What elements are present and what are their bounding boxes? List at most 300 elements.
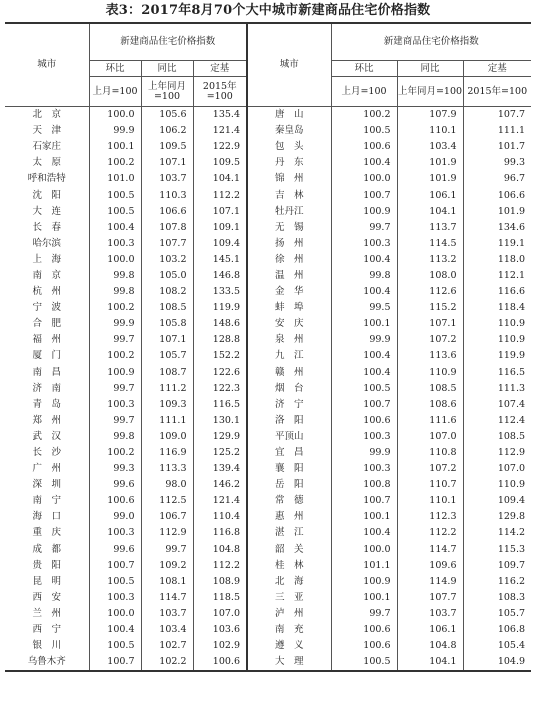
cell-tb-left: 103.7 <box>141 171 193 187</box>
table-row <box>5 316 531 332</box>
city-header-right: 城市 <box>247 23 331 107</box>
table-row <box>5 220 531 236</box>
cell-dj-right: 101.7 <box>497 141 526 153</box>
cell-tb-left: 102.7 <box>141 638 193 654</box>
cell-hb-left: 100.7 <box>89 558 141 574</box>
cell-dj-left: 129.9 <box>193 429 247 445</box>
cell-dj-left: 122.9 <box>193 139 247 155</box>
cell-hb-left: 101.0 <box>89 171 141 187</box>
cell-city-left: 南 京 <box>5 268 89 284</box>
cell-dj-left: 146.2 <box>193 477 247 493</box>
cell-tb-right: 107.2 <box>397 332 463 348</box>
cell-city-right: 襄 阳 <box>247 461 331 477</box>
cell-tb-right: 112.3 <box>397 509 463 525</box>
cell-dj-left: 108.9 <box>193 574 247 590</box>
cell-city-right: 济 宁 <box>247 397 331 413</box>
cell-city-right: 赣 州 <box>247 365 331 381</box>
cell-hb-left: 99.8 <box>89 429 141 445</box>
table-row <box>5 493 531 509</box>
cell-dj-right: 112.1 <box>497 269 526 281</box>
cell-dj-left: 109.5 <box>193 155 247 171</box>
cell-city-right: 湛 江 <box>247 525 331 541</box>
cell-city-left: 郑 州 <box>5 413 89 429</box>
cell-dj-right: 114.2 <box>497 527 526 539</box>
cell-dj-right: 134.6 <box>497 221 526 233</box>
cell-tb-left: 106.7 <box>141 509 193 525</box>
cell-dj-right: 116.2 <box>497 575 526 587</box>
cell-city-right: 烟 台 <box>247 381 331 397</box>
cell-tb-right: 110.8 <box>397 445 463 461</box>
cell-dj-right: 105.4 <box>497 640 526 652</box>
cell-dj-left: 122.6 <box>193 365 247 381</box>
cell-hb-right: 99.5 <box>331 300 397 316</box>
cell-city-right: 锦 州 <box>247 171 331 187</box>
cell-hb-right: 100.6 <box>331 413 397 429</box>
cell-city-left: 长 春 <box>5 220 89 236</box>
cell-city-left: 福 州 <box>5 332 89 348</box>
table-row <box>5 348 531 364</box>
cell-tb-right: 114.9 <box>397 574 463 590</box>
cell-hb-left: 99.9 <box>89 123 141 139</box>
cell-dj-right: 107.7 <box>497 109 526 121</box>
cell-dj-right: 118.4 <box>497 302 526 314</box>
cell-hb-right: 100.1 <box>331 590 397 606</box>
cell-city-right: 安 庆 <box>247 316 331 332</box>
cell-dj-right: 119.1 <box>497 237 526 249</box>
cell-hb-left: 99.6 <box>89 542 141 558</box>
cell-dj-left: 112.2 <box>193 558 247 574</box>
cell-city-right: 遵 义 <box>247 638 331 654</box>
cell-city-right: 常 德 <box>247 493 331 509</box>
cell-city-left: 天 津 <box>5 123 89 139</box>
cell-hb-left: 100.5 <box>89 187 141 203</box>
group-header-left: 新建商品住宅价格指数 <box>89 23 247 61</box>
table-row <box>5 365 531 381</box>
cell-tb-left: 106.6 <box>141 204 193 220</box>
cell-dj-right: 108.3 <box>497 591 526 603</box>
cell-tb-right: 115.2 <box>397 300 463 316</box>
table-row <box>5 525 531 541</box>
cell-city-right: 洛 阳 <box>247 413 331 429</box>
cell-tb-left: 98.0 <box>141 477 193 493</box>
cell-hb-right: 100.4 <box>331 525 397 541</box>
cell-city-right: 三 亚 <box>247 590 331 606</box>
cell-tb-left: 116.9 <box>141 445 193 461</box>
cell-hb-right: 100.2 <box>331 107 397 124</box>
cell-tb-right: 110.7 <box>397 477 463 493</box>
table-row <box>5 123 531 139</box>
table-row <box>5 542 531 558</box>
base-dj-right: 2015年=100 <box>463 77 531 107</box>
cell-tb-left: 107.7 <box>141 236 193 252</box>
cell-city-left: 贵 阳 <box>5 558 89 574</box>
cell-tb-right: 106.1 <box>397 187 463 203</box>
col-hb-left: 环比 <box>89 61 141 77</box>
cell-tb-left: 107.1 <box>141 332 193 348</box>
cell-tb-right: 104.1 <box>397 654 463 671</box>
cell-hb-right: 99.8 <box>331 268 397 284</box>
header-row-1 <box>5 23 531 61</box>
cell-hb-right: 100.3 <box>331 236 397 252</box>
cell-hb-right: 99.7 <box>331 606 397 622</box>
cell-city-right: 九 江 <box>247 348 331 364</box>
cell-dj-right: 129.8 <box>497 511 526 523</box>
base-tb-left: 上年同月=100 <box>141 77 193 107</box>
cell-city-left: 哈尔滨 <box>5 236 89 252</box>
table-row <box>5 638 531 654</box>
cell-tb-right: 103.7 <box>397 606 463 622</box>
cell-tb-right: 108.0 <box>397 268 463 284</box>
cell-city-left: 成 都 <box>5 542 89 558</box>
cell-tb-left: 108.5 <box>141 300 193 316</box>
table-row <box>5 252 531 268</box>
cell-tb-left: 105.8 <box>141 316 193 332</box>
cell-dj-left: 112.2 <box>193 187 247 203</box>
cell-hb-left: 100.2 <box>89 155 141 171</box>
base-hb-right: 上月=100 <box>331 77 397 107</box>
cell-tb-right: 101.9 <box>397 155 463 171</box>
cell-hb-right: 100.3 <box>331 461 397 477</box>
cell-city-left: 沈 阳 <box>5 187 89 203</box>
table-row <box>5 187 531 203</box>
cell-hb-right: 100.1 <box>331 316 397 332</box>
cell-city-left: 石家庄 <box>5 139 89 155</box>
cell-tb-left: 109.2 <box>141 558 193 574</box>
cell-dj-left: 103.6 <box>193 622 247 638</box>
cell-hb-left: 100.0 <box>89 606 141 622</box>
cell-tb-right: 113.6 <box>397 348 463 364</box>
cell-dj-right: 115.3 <box>497 543 526 555</box>
col-dj-left: 定基 <box>193 61 247 77</box>
cell-city-right: 包 头 <box>247 139 331 155</box>
cell-hb-left: 100.7 <box>89 654 141 671</box>
cell-hb-left: 100.2 <box>89 445 141 461</box>
cell-tb-right: 112.6 <box>397 284 463 300</box>
table-row <box>5 477 531 493</box>
cell-dj-left: 109.4 <box>193 236 247 252</box>
cell-dj-left: 152.2 <box>193 348 247 364</box>
cell-hb-left: 100.3 <box>89 525 141 541</box>
cell-city-right: 泸 州 <box>247 606 331 622</box>
cell-dj-left: 107.1 <box>193 204 247 220</box>
cell-city-right: 徐 州 <box>247 252 331 268</box>
cell-dj-right: 110.9 <box>497 479 526 491</box>
cell-dj-right: 110.9 <box>497 318 526 330</box>
cell-tb-right: 108.5 <box>397 381 463 397</box>
cell-dj-right: 110.9 <box>497 334 526 346</box>
cell-hb-left: 100.3 <box>89 590 141 606</box>
cell-city-left: 昆 明 <box>5 574 89 590</box>
cell-city-left: 太 原 <box>5 155 89 171</box>
cell-dj-left: 107.0 <box>193 606 247 622</box>
cell-hb-left: 100.2 <box>89 348 141 364</box>
cell-dj-right: 105.7 <box>497 607 526 619</box>
cell-dj-right: 107.0 <box>497 463 526 475</box>
cell-tb-right: 110.1 <box>397 123 463 139</box>
cell-city-left: 深 圳 <box>5 477 89 493</box>
cell-city-left: 北 京 <box>5 107 89 124</box>
cell-dj-right: 112.9 <box>497 447 526 459</box>
cell-hb-right: 100.0 <box>331 171 397 187</box>
cell-dj-left: 110.4 <box>193 509 247 525</box>
cell-dj-left: 121.4 <box>193 123 247 139</box>
group-header-right: 新建商品住宅价格指数 <box>331 23 531 61</box>
cell-dj-left: 133.5 <box>193 284 247 300</box>
cell-dj-right: 108.5 <box>497 430 526 442</box>
table-row <box>5 155 531 171</box>
cell-hb-left: 100.2 <box>89 300 141 316</box>
cell-city-left: 宁 波 <box>5 300 89 316</box>
cell-tb-left: 105.7 <box>141 348 193 364</box>
cell-hb-right: 100.4 <box>331 348 397 364</box>
cell-dj-left: 128.8 <box>193 332 247 348</box>
cell-tb-right: 114.7 <box>397 542 463 558</box>
cell-city-left: 南 昌 <box>5 365 89 381</box>
cell-tb-right: 110.9 <box>397 365 463 381</box>
cell-dj-left: 139.4 <box>193 461 247 477</box>
table-row <box>5 654 531 671</box>
cell-city-left: 兰 州 <box>5 606 89 622</box>
cell-dj-right: 99.3 <box>503 157 526 169</box>
table-title: 表3：2017年8月70个大中城市新建商品住宅价格指数 <box>105 3 431 18</box>
cell-dj-left: 100.6 <box>193 654 247 671</box>
cell-hb-right: 100.8 <box>331 477 397 493</box>
cell-dj-left: 119.9 <box>193 300 247 316</box>
cell-tb-left: 109.5 <box>141 139 193 155</box>
cell-hb-left: 99.8 <box>89 268 141 284</box>
cell-dj-right: 118.0 <box>497 253 526 265</box>
cell-dj-left: 102.9 <box>193 638 247 654</box>
cell-hb-right: 100.3 <box>331 429 397 445</box>
table-row <box>5 558 531 574</box>
table-row <box>5 268 531 284</box>
cell-tb-right: 112.2 <box>397 525 463 541</box>
cell-tb-left: 112.9 <box>141 525 193 541</box>
cell-hb-right: 100.4 <box>331 252 397 268</box>
cell-hb-right: 99.7 <box>331 220 397 236</box>
cell-hb-left: 100.5 <box>89 638 141 654</box>
table-row <box>5 284 531 300</box>
cell-city-left: 长 沙 <box>5 445 89 461</box>
cell-dj-left: 122.3 <box>193 381 247 397</box>
cell-dj-left: 148.6 <box>193 316 247 332</box>
cell-tb-right: 107.1 <box>397 316 463 332</box>
table-row <box>5 413 531 429</box>
cell-hb-left: 100.0 <box>89 107 141 124</box>
cell-city-left: 合 肥 <box>5 316 89 332</box>
table-row <box>5 622 531 638</box>
cell-tb-right: 108.6 <box>397 397 463 413</box>
table-row <box>5 171 531 187</box>
cell-hb-left: 100.5 <box>89 204 141 220</box>
table-row <box>5 204 531 220</box>
cell-hb-right: 101.1 <box>331 558 397 574</box>
col-tb-left: 同比 <box>141 61 193 77</box>
cell-hb-right: 100.4 <box>331 365 397 381</box>
cell-hb-right: 99.9 <box>331 445 397 461</box>
cell-hb-left: 100.5 <box>89 574 141 590</box>
cell-city-right: 金 华 <box>247 284 331 300</box>
cell-city-right: 秦皇岛 <box>247 123 331 139</box>
price-index-table <box>5 22 531 672</box>
cell-city-left: 杭 州 <box>5 284 89 300</box>
table-row <box>5 445 531 461</box>
cell-tb-right: 107.7 <box>397 590 463 606</box>
cell-dj-left: 145.1 <box>193 252 247 268</box>
cell-hb-left: 100.9 <box>89 365 141 381</box>
cell-dj-right: 104.9 <box>463 654 531 671</box>
cell-tb-right: 104.1 <box>397 204 463 220</box>
cell-hb-left: 100.3 <box>89 236 141 252</box>
cell-tb-left: 114.7 <box>141 590 193 606</box>
cell-tb-left: 113.3 <box>141 461 193 477</box>
cell-city-left: 广 州 <box>5 461 89 477</box>
cell-dj-right: 119.9 <box>497 350 526 362</box>
cell-tb-left: 108.1 <box>141 574 193 590</box>
cell-city-left: 南 宁 <box>5 493 89 509</box>
table-row <box>5 397 531 413</box>
cell-tb-left: 108.2 <box>141 284 193 300</box>
cell-city-left: 呼和浩特 <box>5 171 89 187</box>
cell-city-left: 青 岛 <box>5 397 89 413</box>
cell-dj-right: 106.8 <box>497 624 526 636</box>
cell-tb-right: 110.1 <box>397 493 463 509</box>
col-hb-right: 环比 <box>331 61 397 77</box>
cell-tb-left: 112.5 <box>141 493 193 509</box>
cell-hb-right: 100.7 <box>331 493 397 509</box>
base-tb-right: 上年同月=100 <box>397 77 463 107</box>
cell-tb-left: 103.4 <box>141 622 193 638</box>
cell-city-right: 南 充 <box>247 622 331 638</box>
table-row <box>5 300 531 316</box>
cell-hb-right: 100.5 <box>331 381 397 397</box>
cell-hb-right: 100.6 <box>331 139 397 155</box>
cell-city-right: 蚌 埠 <box>247 300 331 316</box>
table-row <box>5 461 531 477</box>
cell-tb-left: 102.2 <box>141 654 193 671</box>
table-row <box>5 574 531 590</box>
cell-tb-left: 106.2 <box>141 123 193 139</box>
cell-city-left: 海 口 <box>5 509 89 525</box>
cell-city-right: 无 锡 <box>247 220 331 236</box>
cell-dj-left: 116.5 <box>193 397 247 413</box>
base-hb-left: 上月=100 <box>89 77 141 107</box>
cell-city-right: 韶 关 <box>247 542 331 558</box>
cell-city-left: 西 安 <box>5 590 89 606</box>
cell-city-right: 北 海 <box>247 574 331 590</box>
cell-dj-right: 96.7 <box>503 173 526 185</box>
table-row <box>5 429 531 445</box>
cell-city-right: 吉 林 <box>247 187 331 203</box>
table-row <box>5 107 531 124</box>
cell-dj-right: 116.6 <box>497 286 526 298</box>
city-header-left: 城市 <box>5 23 89 107</box>
cell-dj-right: 106.6 <box>497 189 526 201</box>
cell-city-right: 扬 州 <box>247 236 331 252</box>
cell-dj-left: 146.8 <box>193 268 247 284</box>
cell-city-left: 银 川 <box>5 638 89 654</box>
cell-tb-left: 109.3 <box>141 397 193 413</box>
col-tb-right: 同比 <box>397 61 463 77</box>
cell-tb-right: 107.9 <box>397 107 463 124</box>
cell-dj-left: 135.4 <box>193 107 247 124</box>
cell-hb-right: 100.4 <box>331 155 397 171</box>
cell-dj-right: 107.4 <box>497 398 526 410</box>
table-row <box>5 139 531 155</box>
base-dj-left: 2015年=100 <box>193 77 247 107</box>
cell-hb-right: 100.6 <box>331 638 397 654</box>
cell-city-right: 唐 山 <box>247 107 331 124</box>
cell-tb-left: 110.3 <box>141 187 193 203</box>
cell-city-right: 岳 阳 <box>247 477 331 493</box>
cell-tb-left: 107.1 <box>141 155 193 171</box>
table-row <box>5 606 531 622</box>
cell-hb-left: 99.0 <box>89 509 141 525</box>
cell-dj-right: 101.9 <box>497 205 526 217</box>
cell-hb-left: 100.4 <box>89 220 141 236</box>
cell-tb-left: 99.7 <box>141 542 193 558</box>
cell-tb-left: 109.0 <box>141 429 193 445</box>
cell-tb-left: 111.1 <box>141 413 193 429</box>
table-row <box>5 381 531 397</box>
cell-city-right: 温 州 <box>247 268 331 284</box>
table-row <box>5 509 531 525</box>
cell-tb-right: 101.9 <box>397 171 463 187</box>
cell-city-right: 大 理 <box>247 654 331 671</box>
cell-hb-right: 100.7 <box>331 397 397 413</box>
cell-city-right: 惠 州 <box>247 509 331 525</box>
cell-tb-left: 103.2 <box>141 252 193 268</box>
table-row <box>5 332 531 348</box>
cell-city-right: 丹 东 <box>247 155 331 171</box>
cell-tb-right: 107.2 <box>397 461 463 477</box>
cell-tb-left: 111.2 <box>141 381 193 397</box>
cell-tb-left: 105.0 <box>141 268 193 284</box>
cell-dj-left: 130.1 <box>193 413 247 429</box>
cell-city-left: 厦 门 <box>5 348 89 364</box>
cell-hb-left: 100.4 <box>89 622 141 638</box>
cell-tb-left: 105.6 <box>141 107 193 124</box>
cell-dj-left: 104.8 <box>193 542 247 558</box>
cell-hb-left: 100.3 <box>89 397 141 413</box>
cell-hb-left: 99.3 <box>89 461 141 477</box>
cell-tb-right: 106.1 <box>397 622 463 638</box>
cell-tb-left: 108.7 <box>141 365 193 381</box>
cell-tb-right: 111.6 <box>397 413 463 429</box>
cell-dj-left: 121.4 <box>193 493 247 509</box>
table-row <box>5 236 531 252</box>
cell-city-left: 大 连 <box>5 204 89 220</box>
cell-city-left: 乌鲁木齐 <box>5 654 89 671</box>
cell-hb-right: 100.7 <box>331 187 397 203</box>
cell-dj-right: 111.1 <box>497 125 526 137</box>
cell-city-left: 重 庆 <box>5 525 89 541</box>
cell-hb-left: 99.6 <box>89 477 141 493</box>
cell-hb-left: 99.9 <box>89 316 141 332</box>
cell-hb-right: 100.0 <box>331 542 397 558</box>
cell-tb-right: 114.5 <box>397 236 463 252</box>
col-dj-right: 定基 <box>463 61 531 77</box>
cell-dj-left: 125.2 <box>193 445 247 461</box>
table-body <box>5 107 531 672</box>
cell-tb-left: 107.8 <box>141 220 193 236</box>
cell-hb-left: 100.1 <box>89 139 141 155</box>
cell-hb-right: 100.9 <box>331 204 397 220</box>
cell-hb-right: 100.5 <box>331 654 397 671</box>
cell-dj-left: 104.1 <box>193 171 247 187</box>
cell-tb-right: 113.7 <box>397 220 463 236</box>
cell-city-left: 济 南 <box>5 381 89 397</box>
